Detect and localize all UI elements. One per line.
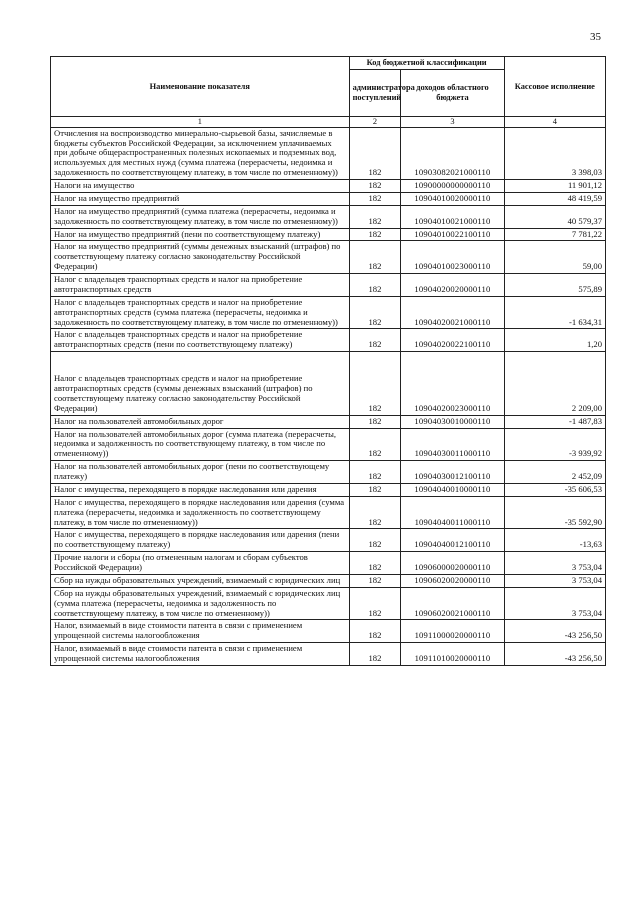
row-name: Налог с владельцев транспортных средств и налог на приобретение автотранспортных средств (сумма платежа (перерасчеты, недоимка и задолженность по соответствующему платежу, в том числе по отмененному))	[51, 296, 350, 329]
table-row	[51, 428, 606, 461]
row-amount: -35 606,53	[504, 483, 605, 496]
row-name: Налоги на имущество	[51, 180, 350, 193]
table-row	[51, 415, 606, 428]
row-income-code: 10904010022100110	[401, 228, 504, 241]
row-amount: 59,00	[504, 241, 605, 274]
col-index-1: 1	[51, 117, 350, 128]
row-admin-code: 182	[349, 228, 401, 241]
row-income-code: 10904010020000110	[401, 192, 504, 205]
header-row	[51, 57, 606, 70]
row-amount: -13,63	[504, 529, 605, 552]
row-amount: 40 579,37	[504, 205, 605, 228]
row-income-code: 10911000020000110	[401, 620, 504, 643]
table-row	[51, 529, 606, 552]
row-name: Налог на имущество предприятий (сумма платежа (перерасчеты, недоимка и задолженность по соответствующему платежу, в том числе по отмененному))	[51, 205, 350, 228]
row-amount: -43 256,50	[504, 620, 605, 643]
row-amount: 48 419,59	[504, 192, 605, 205]
row-admin-code: 182	[349, 620, 401, 643]
table-row	[51, 587, 606, 620]
row-admin-code: 182	[349, 496, 401, 529]
row-income-code: 10904040012100110	[401, 529, 504, 552]
row-name: Сбор на нужды образовательных учреждений, взимаемый с юридических лиц (сумма платежа (перерасчеты, недоимка и задолженность по соответствующему платежу, в том числе по отмененному))	[51, 587, 350, 620]
table-row	[51, 643, 606, 666]
row-admin-code: 182	[349, 574, 401, 587]
row-name: Налог, взимаемый в виде стоимости патента в связи с применением упрощенной системы налогообложения	[51, 643, 350, 666]
row-amount: 7 781,22	[504, 228, 605, 241]
row-name: Отчисления на воспроизводство минерально-сырьевой базы, зачисляемые в бюджеты субъектов Российской Федерации, за исключением уплачиваемых при добыче общераспространенных полезных ископаемых и подземных вод, используемых для местных нужд (сумма платежа (перерасчеты, недоимка и задолженность по соответствующему платежу, в том числе по отмененному))	[51, 127, 350, 179]
row-name: Налог, взимаемый в виде стоимости патента в связи с применением упрощенной системы налогообложения	[51, 620, 350, 643]
table-row	[51, 620, 606, 643]
row-income-code: 10904040011000110	[401, 496, 504, 529]
row-income-code: 10906020021000110	[401, 587, 504, 620]
row-admin-code: 182	[349, 587, 401, 620]
row-name: Налог на имущество предприятий	[51, 192, 350, 205]
row-amount: 3 398,03	[504, 127, 605, 179]
row-income-code: 10906020020000110	[401, 574, 504, 587]
row-admin-code: 182	[349, 180, 401, 193]
table-row	[51, 329, 606, 352]
row-name: Налог на имущество предприятий (суммы денежных взысканий (штрафов) по соответствующему платежу согласно законодательству Российской Федерации)	[51, 241, 350, 274]
table-body	[51, 127, 606, 665]
row-income-code: 10904010021000110	[401, 205, 504, 228]
table-row	[51, 192, 606, 205]
row-income-code: 10904020023000110	[401, 352, 504, 416]
row-admin-code: 182	[349, 461, 401, 484]
row-admin-code: 182	[349, 552, 401, 575]
row-name: Налог с владельцев транспортных средств и налог на приобретение автотранспортных средств (суммы денежных взысканий (штрафов) по соответствующему платежу согласно законодательству Российской Федерации)	[51, 352, 350, 416]
row-income-code: 10904030011000110	[401, 428, 504, 461]
header-name: Наименование показателя	[51, 57, 350, 117]
row-name: Налог на пользователей автомобильных дорог	[51, 415, 350, 428]
row-income-code: 10904020021000110	[401, 296, 504, 329]
header-classification: Код бюджетной классификации	[349, 57, 504, 70]
row-amount: 3 753,04	[504, 574, 605, 587]
row-admin-code: 182	[349, 428, 401, 461]
row-income-code: 10911010020000110	[401, 643, 504, 666]
row-income-code: 10900000000000110	[401, 180, 504, 193]
table-row	[51, 241, 606, 274]
header-income: доходов областного бюджета	[401, 70, 504, 117]
table-row	[51, 296, 606, 329]
row-amount: 2 452,09	[504, 461, 605, 484]
row-income-code: 10903082021000110	[401, 127, 504, 179]
row-amount: 3 753,04	[504, 552, 605, 575]
row-admin-code: 182	[349, 415, 401, 428]
row-amount: 575,89	[504, 274, 605, 297]
table-row	[51, 205, 606, 228]
table-row	[51, 228, 606, 241]
table-row	[51, 574, 606, 587]
row-admin-code: 182	[349, 329, 401, 352]
row-name: Прочие налоги и сборы (по отмененным налогам и сборам субъектов Российской Федерации)	[51, 552, 350, 575]
row-admin-code: 182	[349, 241, 401, 274]
row-amount: -3 939,92	[504, 428, 605, 461]
row-name: Налог на имущество предприятий (пени по соответствующему платежу)	[51, 228, 350, 241]
row-name: Налог с имущества, переходящего в порядке наследования или дарения (сумма платежа (перерасчеты, недоимка и задолженность по соответствующему платежу, в том числе по отмененному))	[51, 496, 350, 529]
col-index-4: 4	[504, 117, 605, 128]
header-amount: Кассовое исполнение	[504, 57, 605, 117]
col-index-2: 2	[349, 117, 401, 128]
table-row	[51, 274, 606, 297]
page-number: 35	[590, 31, 601, 43]
column-index-row	[51, 117, 606, 128]
row-admin-code: 182	[349, 192, 401, 205]
budget-table	[50, 56, 606, 666]
table-row	[51, 461, 606, 484]
row-income-code: 10904020022100110	[401, 329, 504, 352]
table-row	[51, 483, 606, 496]
row-income-code: 10904010023000110	[401, 241, 504, 274]
table-row	[51, 352, 606, 416]
row-name: Налог на пользователей автомобильных дорог (пени по соответствующему платежу)	[51, 461, 350, 484]
table-row	[51, 496, 606, 529]
row-amount: -1 487,83	[504, 415, 605, 428]
row-amount: 11 901,12	[504, 180, 605, 193]
row-income-code: 10904030012100110	[401, 461, 504, 484]
row-admin-code: 182	[349, 643, 401, 666]
row-amount: -1 634,31	[504, 296, 605, 329]
row-income-code: 10904030010000110	[401, 415, 504, 428]
row-name: Налог с имущества, переходящего в порядке наследования или дарения (пени по соответствующему платежу)	[51, 529, 350, 552]
table-row	[51, 127, 606, 179]
row-admin-code: 182	[349, 127, 401, 179]
row-amount: -35 592,90	[504, 496, 605, 529]
row-admin-code: 182	[349, 529, 401, 552]
row-admin-code: 182	[349, 483, 401, 496]
col-index-3: 3	[401, 117, 504, 128]
row-amount: 2 209,00	[504, 352, 605, 416]
row-name: Сбор на нужды образовательных учреждений, взимаемый с юридических лиц	[51, 574, 350, 587]
row-amount: 3 753,04	[504, 587, 605, 620]
row-amount: -43 256,50	[504, 643, 605, 666]
row-admin-code: 182	[349, 205, 401, 228]
table-row	[51, 180, 606, 193]
row-income-code: 10904040010000110	[401, 483, 504, 496]
row-admin-code: 182	[349, 352, 401, 416]
row-income-code: 10906000020000110	[401, 552, 504, 575]
row-admin-code: 182	[349, 274, 401, 297]
header-admin: администратора поступлений	[349, 70, 401, 117]
row-name: Налог на пользователей автомобильных дорог (сумма платежа (перерасчеты, недоимка и задолженность по соответствующему платежу, в том числе по отмененному))	[51, 428, 350, 461]
row-admin-code: 182	[349, 296, 401, 329]
row-name: Налог с имущества, переходящего в порядке наследования или дарения	[51, 483, 350, 496]
row-name: Налог с владельцев транспортных средств и налог на приобретение автотранспортных средств	[51, 274, 350, 297]
row-name: Налог с владельцев транспортных средств и налог на приобретение автотранспортных средств (пени по соответствующему платежу)	[51, 329, 350, 352]
table-row	[51, 552, 606, 575]
row-income-code: 10904020020000110	[401, 274, 504, 297]
row-amount: 1,20	[504, 329, 605, 352]
